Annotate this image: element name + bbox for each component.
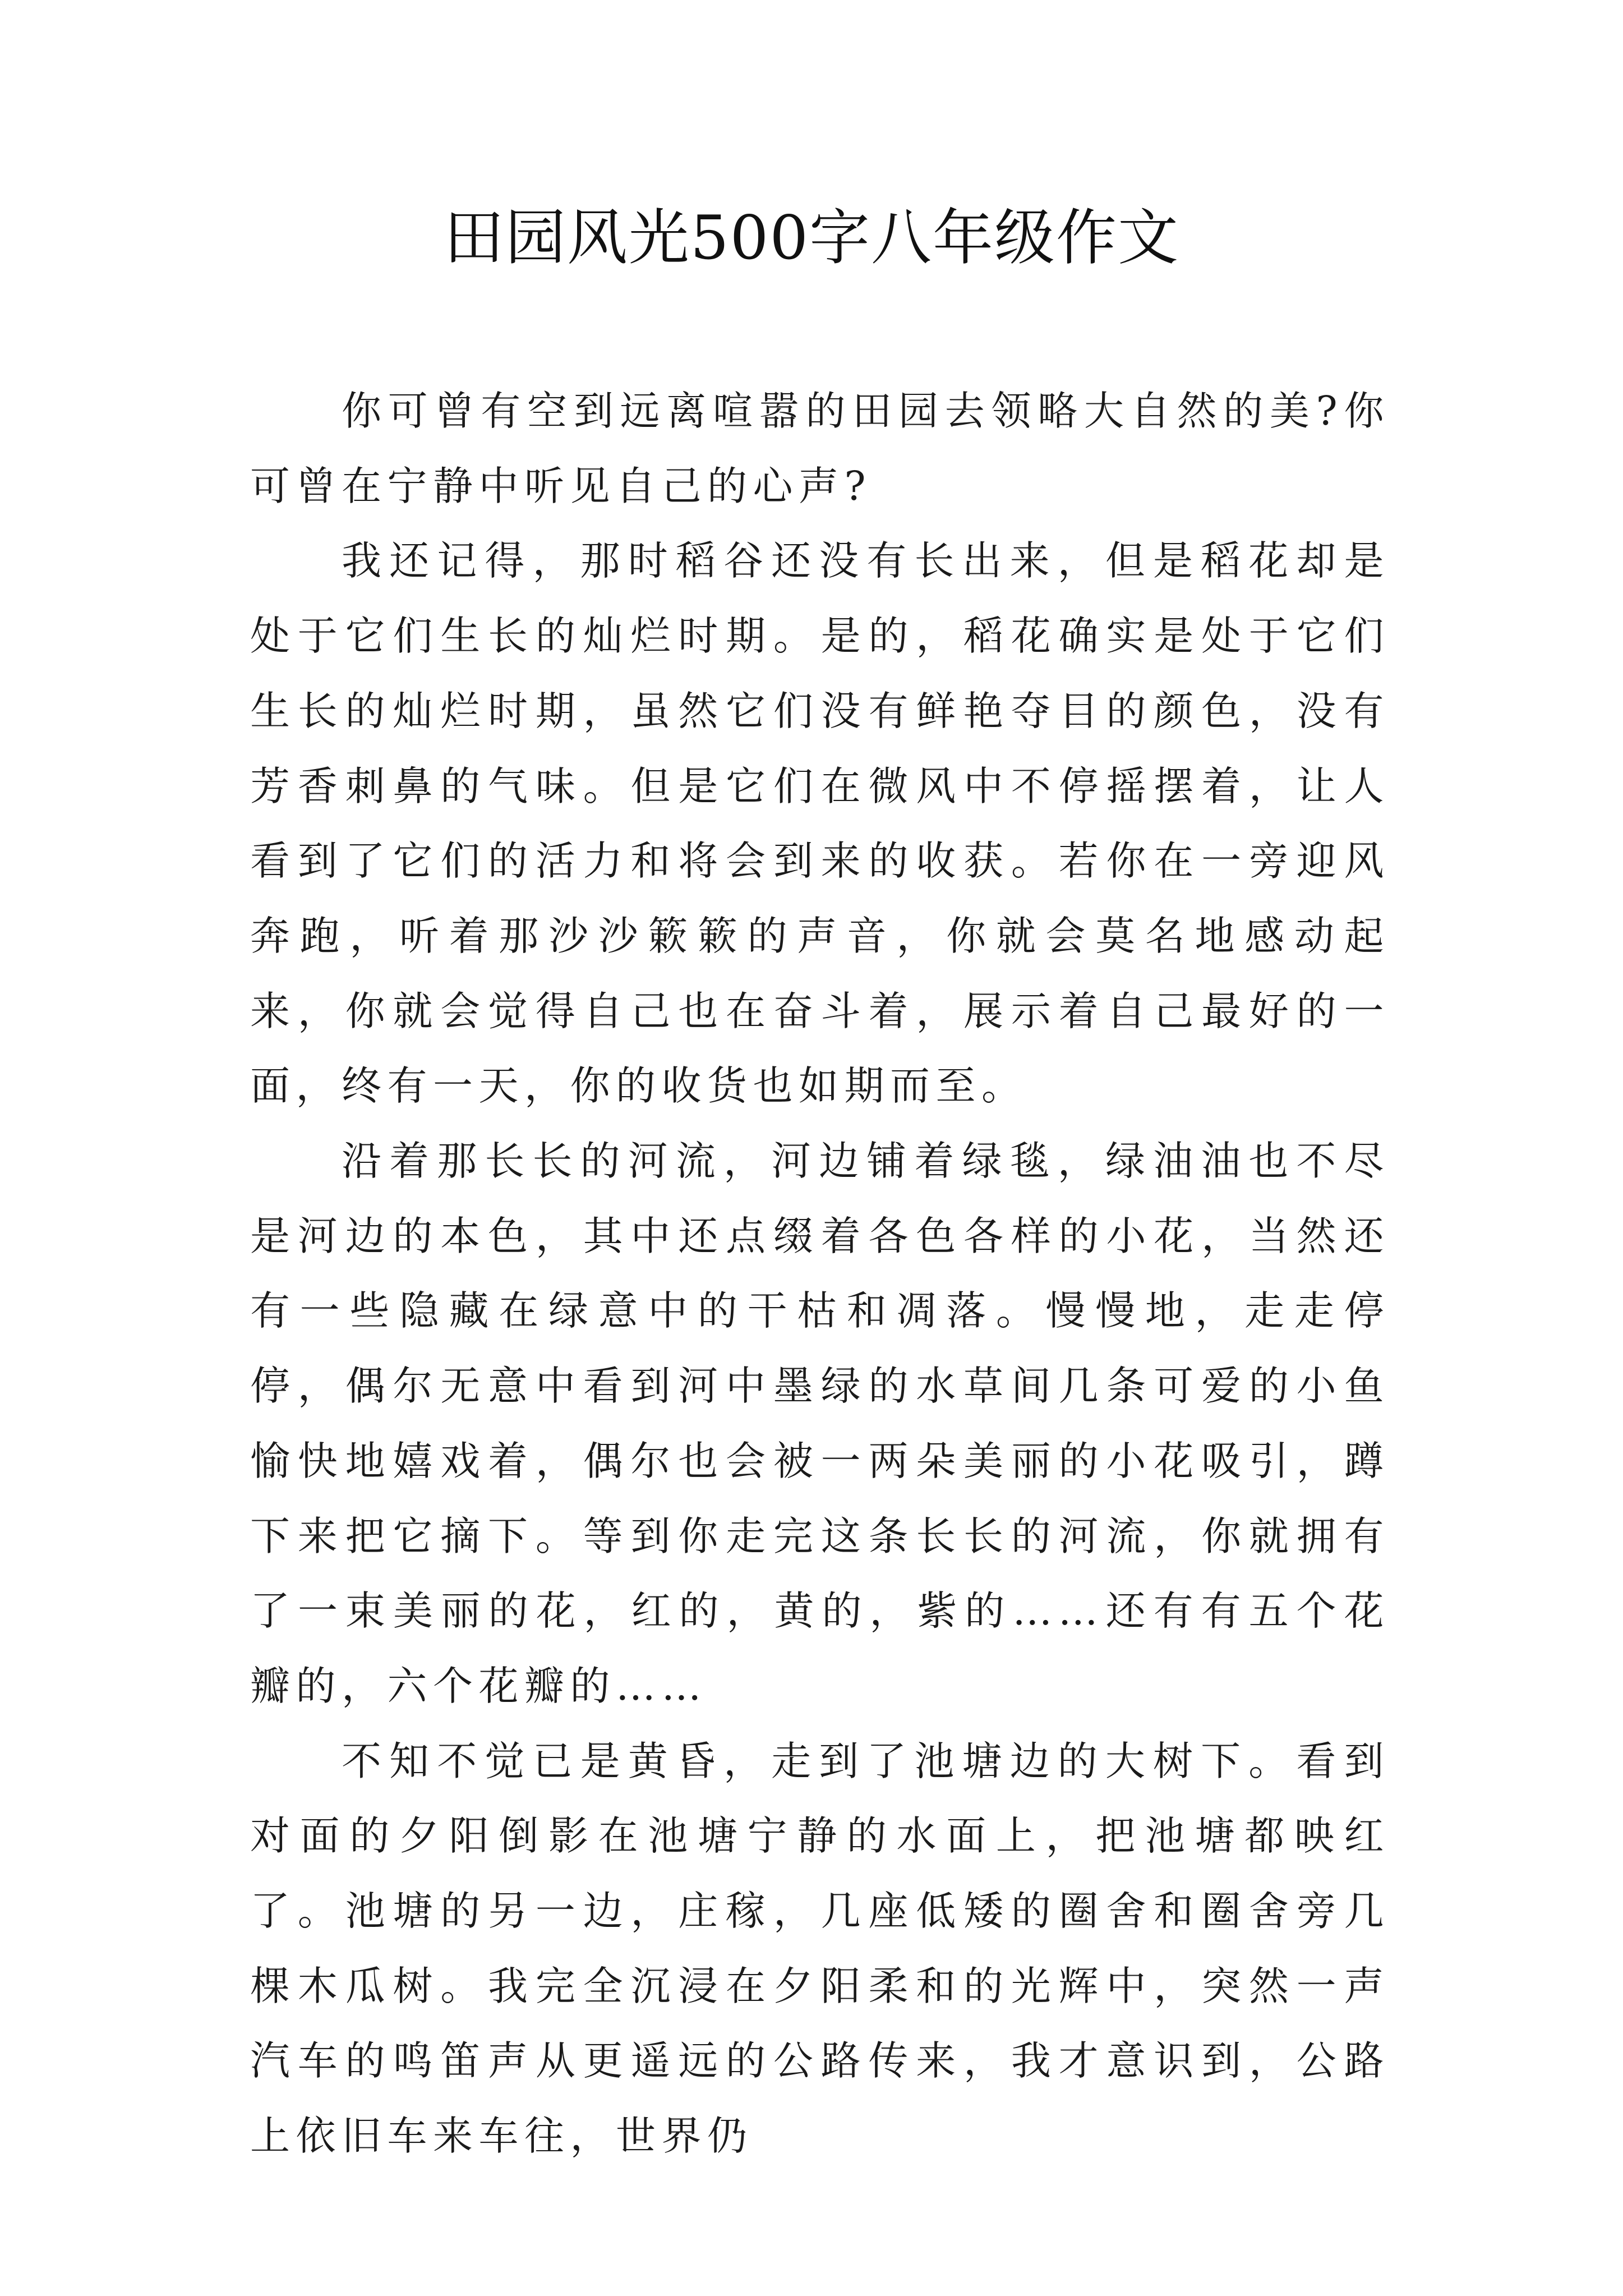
document-title: 田园风光500字八年级作文 bbox=[443, 203, 1180, 273]
paragraph-4: 不知不觉已是黄昏，走到了池塘边的大树下。看到对面的夕阳倒影在池塘宁静的水面上，把池塘都映红了。池塘的另一边，庄稼，几座低矮的圈舍和圈舍旁几棵木瓜树。我完全沉浸在夕阳柔和的光辉中，突然一声汽车的鸣笛声从更遥远的公路传来，我才意识到，公路上依旧车来车往，世界仍 bbox=[250, 1737, 1390, 2160]
paragraph-3: 沿着那长长的河流，河边铺着绿毯，绿油油也不尽是河边的本色，其中还点缀着各色各样的小花，当然还有一些隐藏在绿意中的干枯和凋落。慢慢地，走走停停，偶尔无意中看到河中墨绿的水草间几条可爱的小鱼愉快地嬉戏着，偶尔也会被一两朵美丽的小花吸引，蹲下来把它摘下。等到你走完这条长长的河流，你就拥有了一束美丽的花，红的，黄的，紫的……还有有五个花瓣的，六个花瓣的…… bbox=[250, 1138, 1390, 1709]
paragraph-1: 你可曾有空到远离喧嚣的田园去领略大自然的美?你可曾在宁静中听见自己的心声? bbox=[250, 388, 1390, 509]
document-body bbox=[250, 374, 1390, 2174]
paragraph-2: 我还记得，那时稻谷还没有长出来，但是稻花却是处于它们生长的灿烂时期。是的，稻花确实是处于它们生长的灿烂时期，虽然它们没有鲜艳夺目的颜色，没有芳香刺鼻的气味。但是它们在微风中不停摇摆着，让人看到了它们的活力和将会到来的收获。若你在一旁迎风奔跑，听着那沙沙簌簌的声音，你就会莫名地感动起来，你就会觉得自己也在奋斗着，展示着自己最好的一面，终有一天，你的收货也如期而至。 bbox=[250, 537, 1390, 1110]
